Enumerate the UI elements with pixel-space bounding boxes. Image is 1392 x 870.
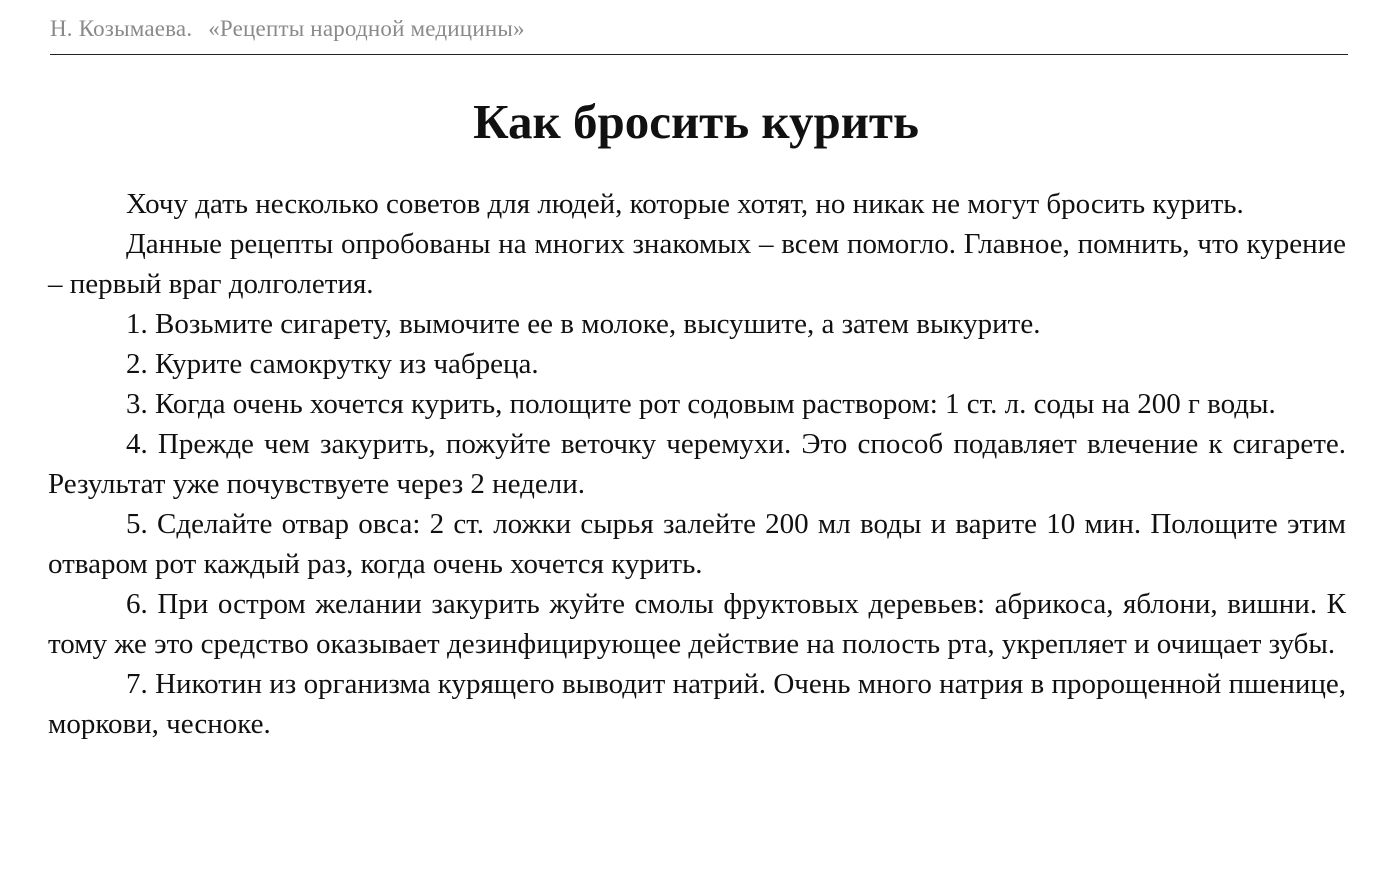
recipe-item-4: 4. Прежде чем закурить, пожуйте веточку черемухи. Это способ подавляет влечение к сигарете. Результат уже почувствуете через 2 недели.: [48, 428, 1346, 500]
running-header: [50, 16, 1348, 42]
article-title: Как бросить курить: [473, 94, 919, 149]
recipe-item-5: 5. Сделайте отвар овса: 2 ст. ложки сырья залейте 200 мл воды и варите 10 мин. Полощите этим отваром рот каждый раз, когда очень хочется курить.: [48, 508, 1346, 580]
paragraph-intro: Хочу дать несколько советов для людей, которые хотят, но никак не могут бросить курить.: [126, 188, 1244, 220]
recipe-item-3: 3. Когда очень хочется курить, полощите рот содовым раствором: 1 ст. л. соды на 200 г воды.: [126, 388, 1276, 420]
article-body: [48, 184, 1346, 744]
header-author: Н. Козымаева.: [50, 16, 193, 41]
recipe-item-2: 2. Курите самокрутку из чабреца.: [126, 348, 539, 380]
recipe-item-6: 6. При остром желании закурить жуйте смолы фруктовых деревьев: абрикоса, яблони, вишни. К тому же это средство оказывает дезинфицирующее действие на полость рта, укрепляет и очищает зубы.: [48, 588, 1346, 660]
recipe-item-7: 7. Никотин из организма курящего выводит натрий. Очень много натрия в пророщенной пшенице, моркови, чесноке.: [48, 668, 1346, 740]
header-divider: [50, 54, 1348, 55]
recipe-item-1: 1. Возьмите сигарету, вымочите ее в молоке, высушите, а затем выкурите.: [126, 308, 1041, 340]
paragraph-note: Данные рецепты опробованы на многих знакомых – всем помогло. Главное, помнить, что курение – первый враг долголетия.: [48, 228, 1346, 300]
header-book-title: «Рецепты народной медицины»: [208, 16, 525, 41]
